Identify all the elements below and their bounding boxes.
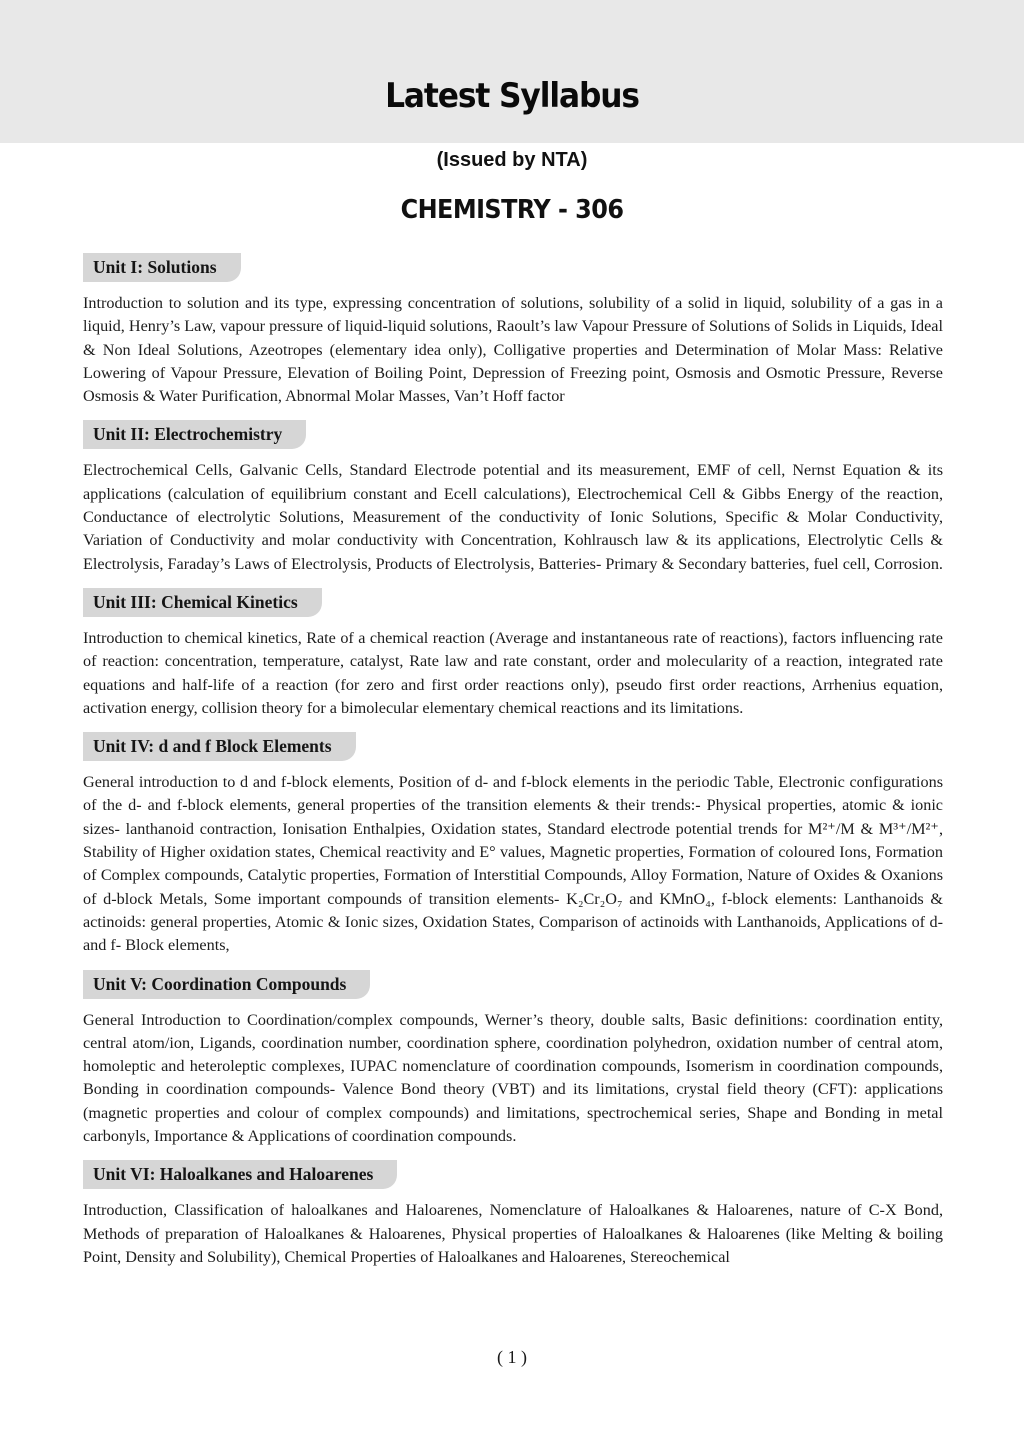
- unit-heading: Unit V: Coordination Compounds: [83, 970, 370, 999]
- unit-heading: Unit VI: Haloalkanes and Haloarenes: [83, 1160, 397, 1189]
- syllabus-content: [83, 253, 943, 1269]
- unit-d-f-block: [83, 732, 943, 957]
- unit-heading: Unit IV: d and f Block Elements: [83, 732, 356, 761]
- page-number: ( 1 ): [497, 1347, 527, 1367]
- subject-heading: CHEMISTRY - 306: [400, 195, 624, 225]
- unit-haloalkanes: [83, 1160, 943, 1269]
- issued-by-subtitle: (Issued by NTA): [436, 149, 588, 171]
- unit-description: Introduction to chemical kinetics, Rate of a chemical reaction (Average and instantaneous rate of reactions), factors influencing rate of reaction: concentration, temperature, catalyst, Rate law and rate constant, order and molecularity of a reaction, integrated rate equations and half-life of a reaction (for zero and first order reactions only), pseudo first order reactions, Arrhenius equation, activation energy, collision theory for a bimolecular elementary chemical reactions and its limitations.: [83, 628, 943, 717]
- unit-electrochemistry: [83, 420, 943, 575]
- unit-coordination-compounds: [83, 970, 943, 1149]
- unit-chemical-kinetics: [83, 588, 943, 720]
- unit-description: General Introduction to Coordination/complex compounds, Werner’s theory, double salts, Basic definitions: coordination entity, central atom/ion, Ligands, coordination number, coordination sphere, coordination polyhedron, oxidation number of central atom, homoleptic and heteroleptic complexes, IUPAC nomenclature of coordination compounds, Isomerism in coordination compounds, Bonding in coordination compounds- Valence Bond theory (VBT) and its limitations, crystal field theory (CFT): applications (magnetic properties and colour of complex compounds) and limitations, spectrochemical series, Shape and Bonding in metal carbonyls, Importance & Applications of coordination compounds.: [83, 1010, 943, 1146]
- page-title: Latest Syllabus: [385, 76, 639, 116]
- unit-description: General introduction to d and f-block elements, Position of d- and f-block elements in the periodic Table, Electronic configurations of the d- and f-block elements, general properties of the transition elements & their trends:- Physical properties, atomic & ionic sizes- lanthanoid contraction, Ionisation Enthalpies, Oxidation states, Standard electrode potential trends for M²⁺/M & M³⁺/M²⁺, Stability of Higher oxidation states, Chemical reactivity and E° values, Magnetic properties, Formation of coloured Ions, Formation of Complex compounds, Catalytic properties, Formation of Interstitial Compounds, Alloy Formation, Nature of Oxides & Oxanions of d-block Metals, Some important compounds of transition elements- K₂Cr₂O₇ and KMnO₄, f-block elements: Lanthanoids & actinoids: general properties, Atomic & Ionic sizes, Oxidation States, Comparison of actinoids with Lanthanoids, Applications of d-and f- Block elements,: [83, 773, 943, 955]
- unit-solutions: [83, 253, 943, 408]
- unit-heading: Unit II: Electrochemistry: [83, 420, 306, 449]
- unit-heading: Unit I: Solutions: [83, 253, 241, 282]
- unit-heading: Unit III: Chemical Kinetics: [83, 588, 322, 617]
- header-band: [0, 0, 1024, 143]
- unit-description: Electrochemical Cells, Galvanic Cells, Standard Electrode potential and its measurement, EMF of cell, Nernst Equation & its applications (calculation of equilibrium constant and Ecell calculations), Electrochemical Cell & Gibbs Energy of the reaction, Conductance of electrolytic Solutions, Measurement of the conductivity of Ionic Solutions, Specific & Molar Conductivity, Variation of Conductivity and molar conductivity with Concentration, Kohlrausch law & its applications, Electrolytic Cells & Electrolysis, Faraday’s Laws of Electrolysis, Products of Electrolysis, Batteries- Primary & Secondary batteries, fuel cell, Corrosion.: [83, 461, 943, 573]
- unit-description: Introduction to solution and its type, expressing concentration of solutions, solubility of a solid in liquid, solubility of a gas in a liquid, Henry’s Law, vapour pressure of liquid-liquid solutions, Raoult’s law Vapour Pressure of Solutions of Solids in Liquids, Ideal & Non Ideal Solutions, Azeotropes (elementary idea only), Colligative properties and Determination of Molar Mass: Relative Lowering of Vapour Pressure, Elevation of Boiling Point, Depression of Freezing point, Osmosis and Osmotic Pressure, Reverse Osmosis & Water Purification, Abnormal Molar Masses, Van’t Hoff factor: [83, 294, 943, 406]
- unit-description: Introduction, Classification of haloalkanes and Haloarenes, Nomenclature of Haloalkanes & Haloarenes, nature of C-X Bond, Methods of preparation of Haloalkanes & Haloarenes, Physical properties of Haloalkanes & Haloarenes (like Melting & boiling Point, Density and Solubility), Chemical Properties of Haloalkanes and Haloarenes, Stereochemical: [83, 1201, 943, 1266]
